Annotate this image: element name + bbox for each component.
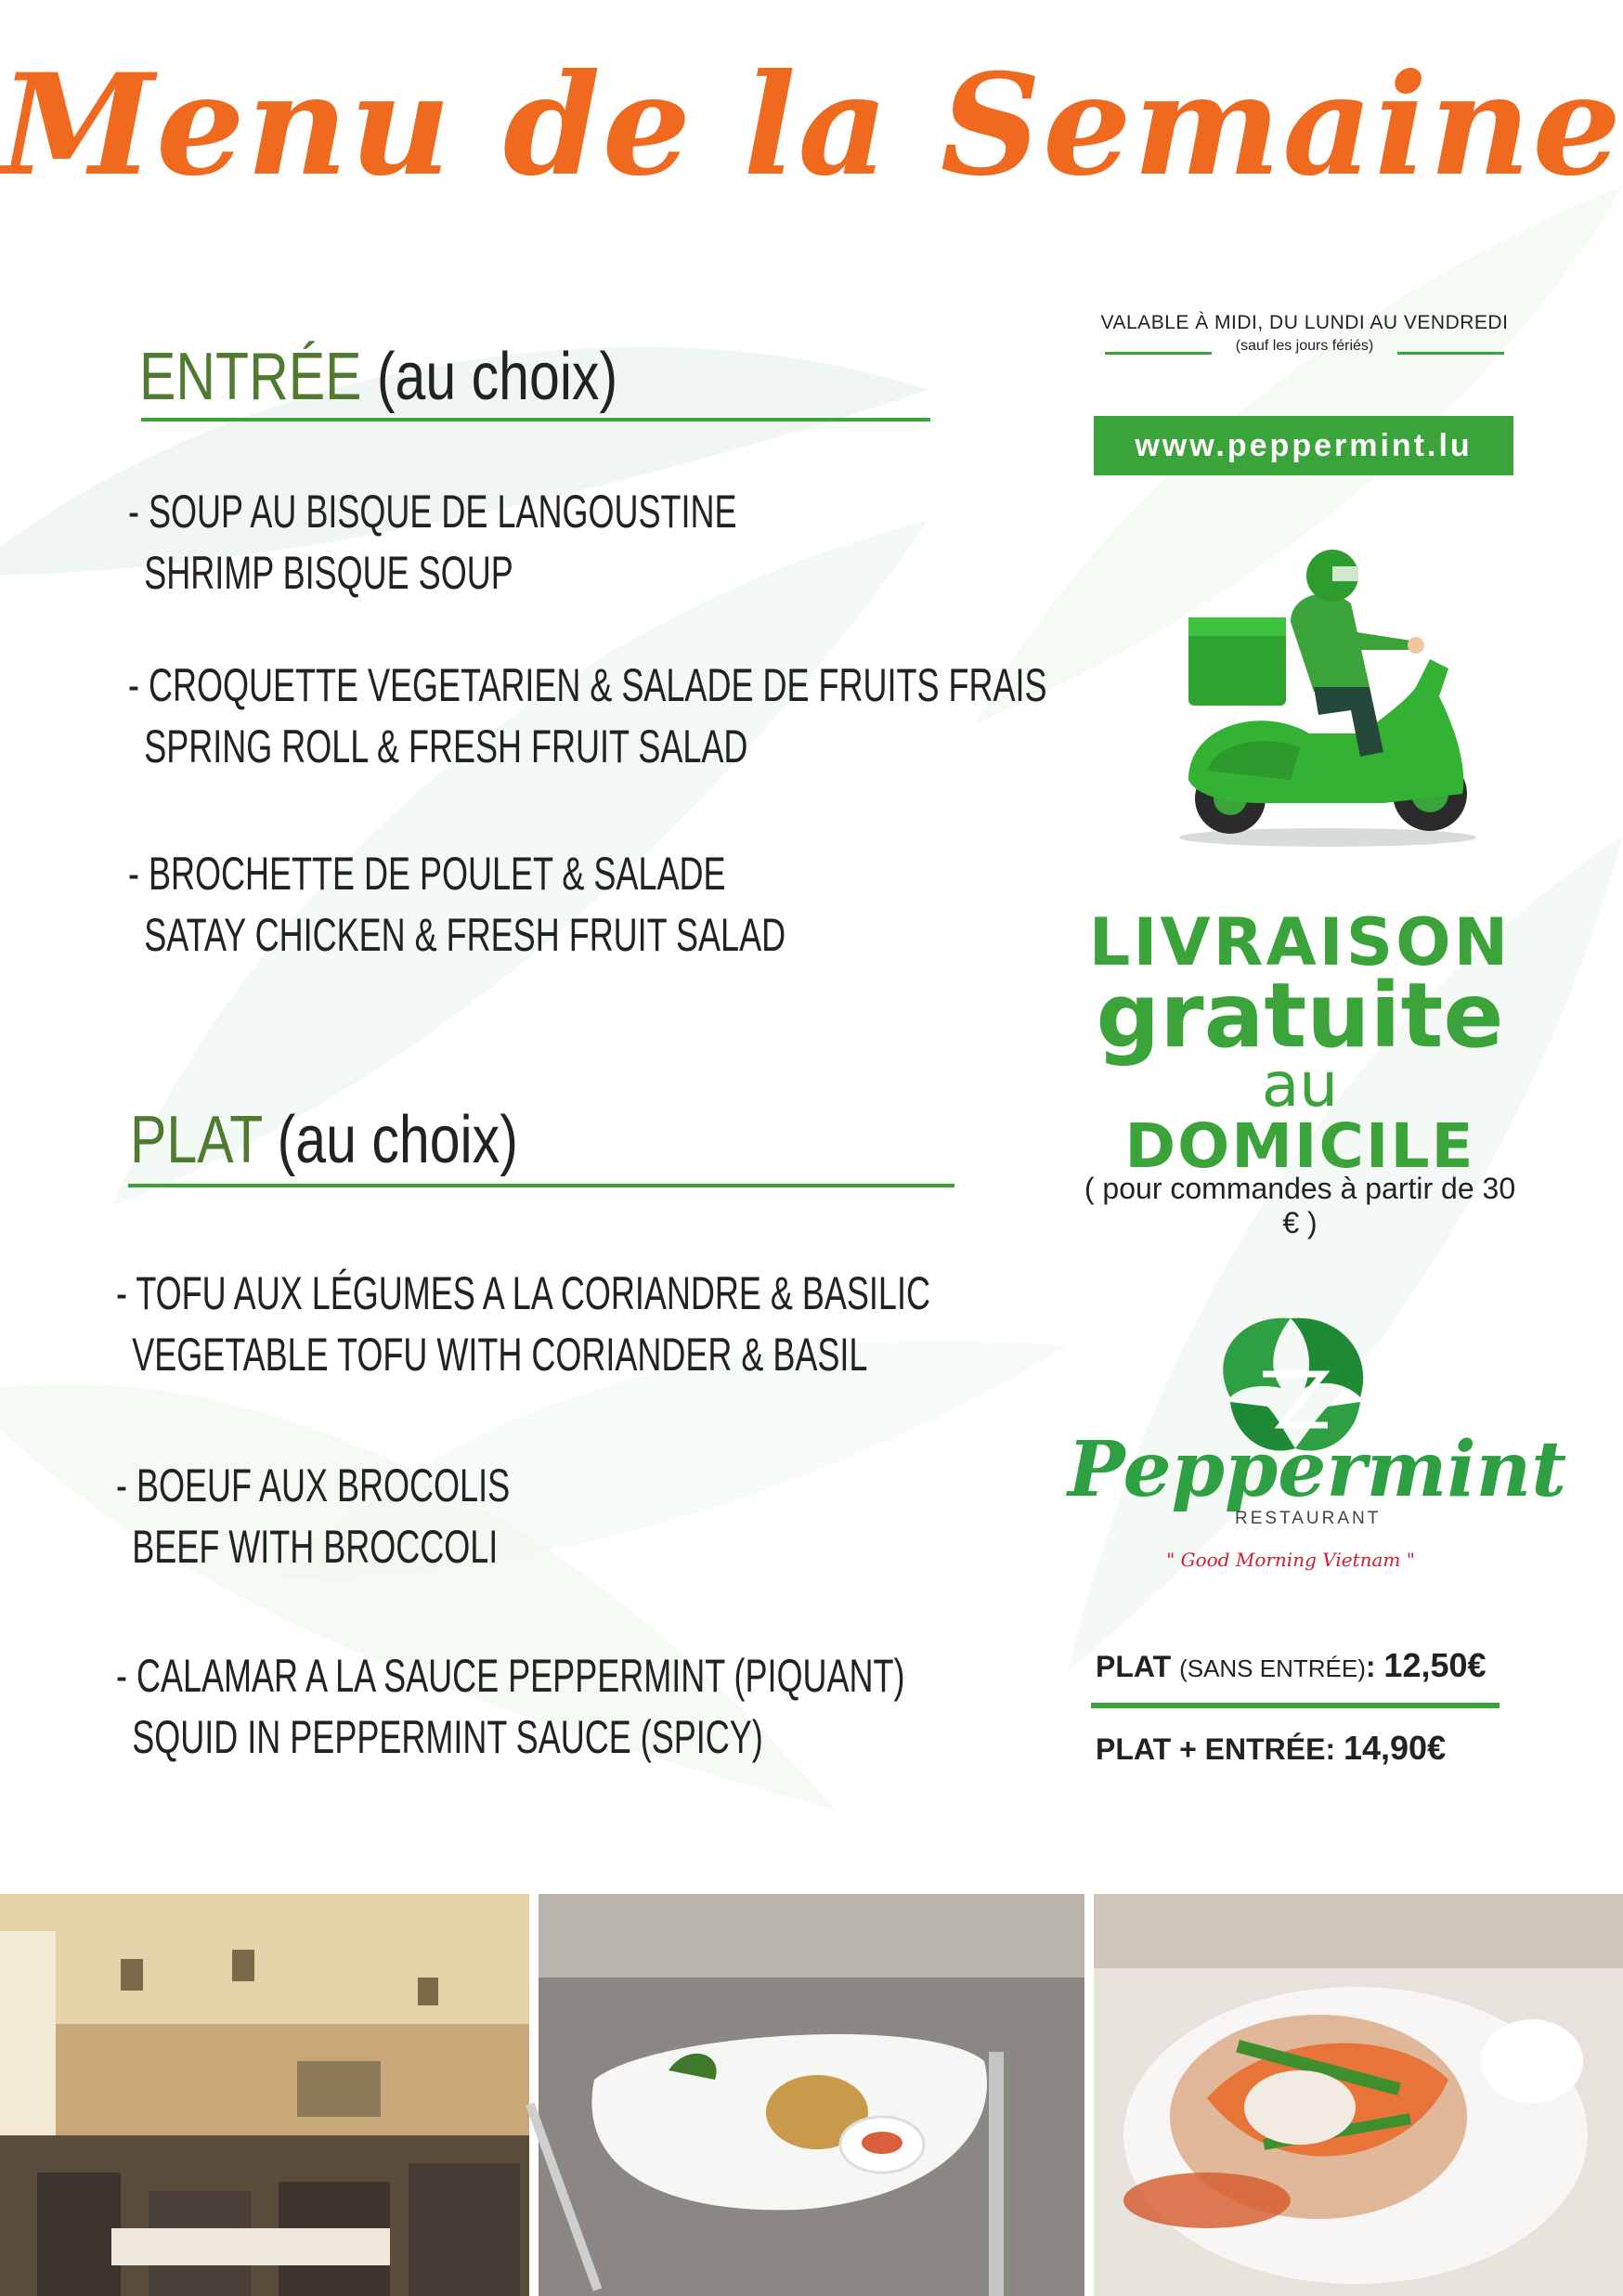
entree-item-en: SPRING ROLL & FRESH FRUIT SALAD (144, 720, 748, 772)
validity-line1: VALABLE À MIDI, DU LUNDI AU VENDREDI (1100, 312, 1509, 333)
plat-item-en: VEGETABLE TOFU WITH CORIANDER & BASIL (132, 1329, 868, 1381)
price-row-plat-entree (1096, 1729, 1495, 1768)
entree-item-en: SHRIMP BISQUE SOUP (144, 547, 513, 599)
validity-rule-left (1105, 352, 1212, 355)
validity-line2: (sauf les jours fériés) (1235, 338, 1374, 354)
plat-heading-label: PLAT (130, 1103, 263, 1177)
page-title: Menu de la Semaine (0, 44, 1623, 207)
entree-item-fr: - BROCHETTE DE POULET & SALADE (128, 848, 726, 900)
plat-item-fr: - TOFU AUX LÉGUMES A LA CORIANDRE & BASILIC (116, 1267, 930, 1319)
price-label-note: (SANS ENTRÉE) (1179, 1654, 1366, 1682)
entree-heading-label: ENTRÉE (139, 340, 362, 414)
entree-item (128, 655, 1046, 777)
price-label: PLAT (SANS ENTRÉE): (1096, 1650, 1376, 1683)
plat-item-en: BEEF WITH BROCCOLI (132, 1521, 499, 1573)
logo-tagline: " Good Morning Vietnam " (1166, 1549, 1415, 1571)
entree-rule (141, 418, 930, 422)
photo-squid-dish (1094, 1894, 1623, 2296)
photo-strip (0, 1894, 1623, 2296)
plat-item (116, 1455, 510, 1577)
plat-item-fr: - CALAMAR A LA SAUCE PEPPERMINT (PIQUANT) (116, 1650, 905, 1702)
entree-item-fr: - CROQUETTE VEGETARIEN & SALADE DE FRUITS FRAIS (128, 659, 1047, 711)
delivery-line3-prefix: au (1261, 1049, 1339, 1121)
scooter-delivery-icon (1151, 548, 1486, 854)
entree-item (128, 843, 786, 966)
entree-item-fr: - SOUP AU BISQUE DE LANGOUSTINE (128, 486, 737, 538)
delivery-condition: ( pour commandes à partir de 30 € ) (1084, 1172, 1516, 1239)
delivery-line1: LIVRAISON (1088, 904, 1512, 980)
plat-item (116, 1263, 930, 1385)
delivery-line3-bold: DOMICILE (1124, 1110, 1475, 1182)
logo-name: Peppermint (1068, 1425, 1567, 1514)
price-label: PLAT + ENTRÉE: (1096, 1732, 1336, 1766)
price-value: 12,50€ (1383, 1646, 1487, 1684)
plat-item (116, 1645, 905, 1768)
price-value: 14,90€ (1343, 1729, 1447, 1767)
photo-spring-roll-plate (526, 1894, 1084, 2296)
plat-heading (130, 1103, 518, 1177)
price-label-main: PLAT + ENTRÉE (1096, 1732, 1326, 1766)
free-delivery-banner (1077, 904, 1523, 1182)
plat-heading-note: (au choix) (277, 1103, 518, 1177)
plat-item-fr: - BOEUF AUX BROCOLIS (116, 1459, 511, 1511)
plat-rule (128, 1184, 954, 1187)
price-row-plat (1096, 1646, 1495, 1685)
entree-heading (139, 340, 618, 414)
photo-restaurant-interior (0, 1894, 529, 2296)
entree-item (128, 481, 736, 603)
entree-heading-note: (au choix) (376, 340, 618, 414)
price-label-main: PLAT (1096, 1650, 1172, 1683)
delivery-line3 (1077, 1049, 1523, 1182)
entree-item-en: SATAY CHICKEN & FRESH FRUIT SALAD (144, 909, 786, 961)
validity-note (1096, 312, 1513, 355)
price-rule (1091, 1703, 1500, 1708)
website-link[interactable]: www.peppermint.lu (1094, 416, 1513, 475)
delivery-line2: gratuite (1096, 964, 1504, 1068)
logo-subtitle: RESTAURANT (1235, 1509, 1382, 1528)
plat-item-en: SQUID IN PEPPERMINT SAUCE (SPICY) (132, 1711, 763, 1763)
validity-rule-right (1397, 352, 1504, 355)
